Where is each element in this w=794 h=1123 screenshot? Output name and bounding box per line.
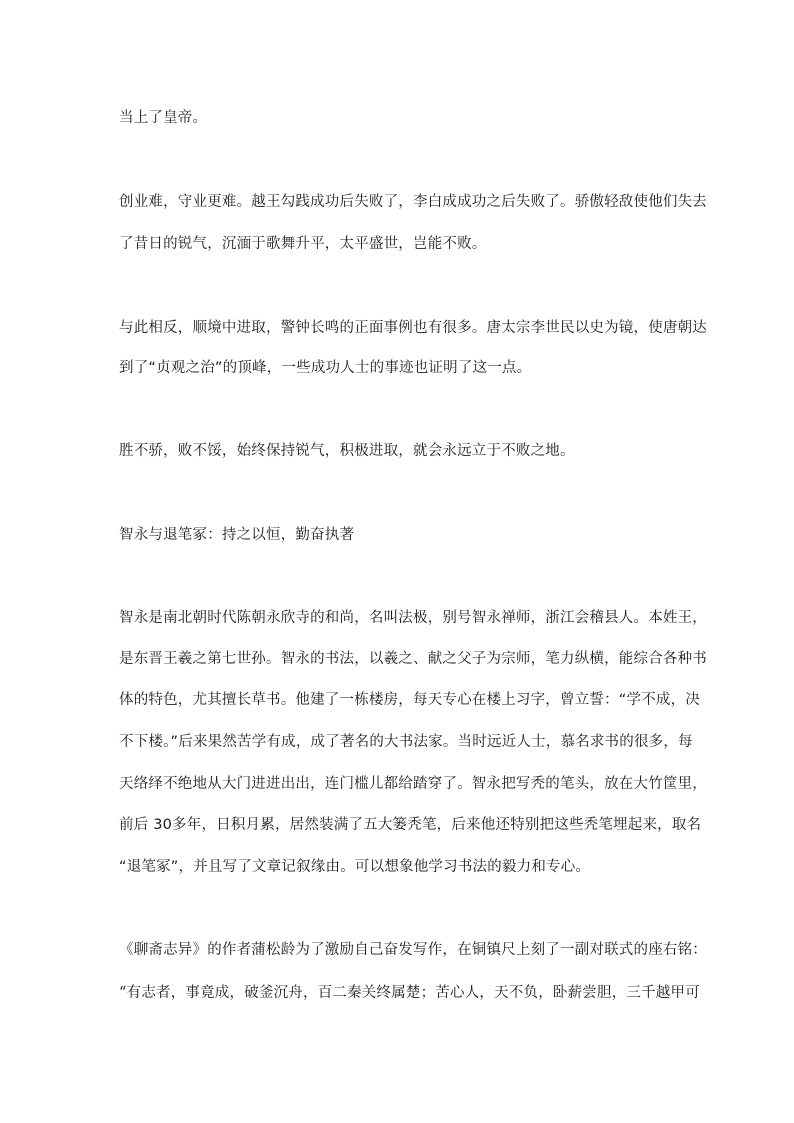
text-line: 胜不骄，败不馁，始终保持锐气，积极进取，就会永远立于不败之地。	[119, 443, 575, 459]
text-line: 智永是南北朝时代陈朝永欣寺的和尚，名叫法极，别号智永禅师，浙江会稽县人。本姓王，	[119, 610, 707, 626]
text-line: 当上了皇帝。	[119, 110, 208, 126]
section-heading: 智永与退笔冢：持之以恒，勤奋执著	[119, 527, 355, 543]
text-line: 了昔日的锐气，沉湎于歌舞升平，太平盛世，岂能不败。	[119, 236, 487, 252]
text-line: 前后 30多年，日积月累，居然装满了五大篓秃笔，后来他还特别把这些秃笔埋起来，取名	[119, 817, 702, 833]
text-line: 创业难，守业更难。越王勾践成功后失败了，李白成成功之后失败了。骄傲轻敌使他们失去	[119, 194, 707, 210]
text-line: 体的特色，尤其擅长草书。他建了一栋楼房，每天专心在楼上习字，曾立誓：“学不成，决	[119, 692, 701, 708]
text-line: 到了“贞观之治”的顶峰，一些成功人士的事迹也证明了这一点。	[119, 360, 532, 376]
text-line: 是东晋王羲之第七世孙。智永的书法，以羲之、献之父子为宗师，笔力纵横，能综合各种书	[119, 651, 707, 667]
text-line: “退笔冢”，并且写了文章记叙缘由。可以想象他学习书法的毅力和专心。	[119, 859, 591, 875]
text-line: “有志者，事竟成，破釜沉舟，百二秦关终属楚；苦心人，天不负，卧薪尝胆，三千越甲可	[119, 985, 700, 1001]
text-line: 与此相反，顺境中进取，警钟长鸣的正面事例也有很多。唐太宗李世民以史为镜，使唐朝达	[119, 320, 707, 336]
text-line: 《聊斋志异》的作者蒲松龄为了激励自己奋发写作，在铜镇尺上刻了一副对联式的座右铭：	[119, 942, 707, 958]
text-line: 天络绎不绝地从大门进进出出，连门槛儿都给踏穿了。智永把写秃的笔头，放在大竹筐里，	[119, 776, 707, 792]
text-line: 不下楼。”后来果然苦学有成，成了著名的大书法家。当时远近人士，慕名求书的很多，每	[119, 734, 693, 750]
